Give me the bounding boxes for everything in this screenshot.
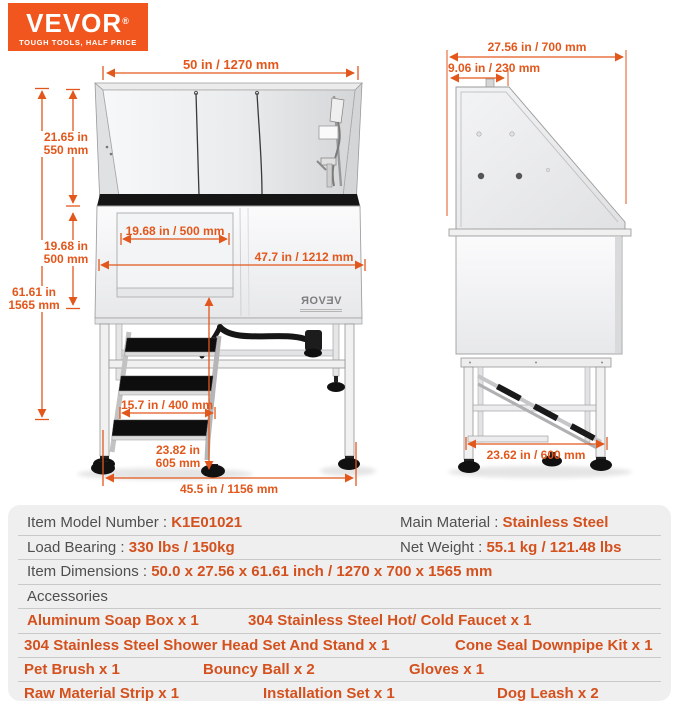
dim-tub-depth-in: 19.68 in (43, 239, 89, 253)
brand-name: VEVOR (26, 7, 123, 38)
dim-total-height-in: 61.61 in (11, 285, 57, 299)
spec-value: 55.1 kg / 121.48 lbs (486, 539, 622, 556)
accessory-item: Bouncy Ball x 2 (203, 660, 315, 678)
spec-label: Load Bearing : (27, 539, 129, 556)
accessories-header: Accessories (27, 587, 108, 605)
spec-value: 330 lbs / 150kg (128, 539, 235, 556)
vevor-logo-wordmark (26, 8, 130, 36)
dim-label-side-base-depth: 23.62 in / 600 mm (486, 448, 586, 462)
accessory-item: Dog Leash x 2 (497, 685, 599, 703)
dim-label-side-depth: 27.56 in / 700 mm (487, 40, 587, 54)
spec-value: K1E01021 (171, 514, 243, 531)
dim-label-splash-height (40, 131, 92, 157)
dim-label-step-width: 15.7 in / 400 mm (120, 398, 214, 412)
dim-step-height-in: 23.82 in (155, 443, 201, 457)
spec-row-accessories-header (18, 585, 661, 609)
dim-label-door-width: 19.68 in / 500 mm (125, 224, 225, 238)
vevor-logo-tagline: TOUGH TOOLS, HALF PRICE (19, 37, 137, 47)
spec-item-model-number (27, 508, 242, 537)
dim-splash-height-mm: 550 mm (43, 143, 89, 157)
spec-main-material (400, 508, 608, 537)
dim-label-side-top-depth: 9.06 in / 230 mm (448, 61, 541, 75)
accessory-item: Raw Material Strip x 1 (24, 685, 180, 703)
registered-mark: ® (122, 15, 130, 26)
accessory-item: Gloves x 1 (409, 660, 485, 678)
spec-item-dimensions (27, 560, 492, 583)
spec-label: Main Material : (400, 514, 503, 531)
dim-step-height-mm: 605 mm (155, 456, 201, 470)
accessory-item: 304 Stainless Steel Hot/ Cold Faucet x 1 (248, 612, 532, 630)
spec-label: Item Model Number : (27, 514, 172, 531)
dim-label-base-width: 45.5 in / 1156 mm (179, 482, 279, 496)
accessory-item: Installation Set x 1 (263, 685, 395, 703)
tub-logo-smallprint-line (300, 309, 342, 310)
accessory-item: Pet Brush x 1 (24, 660, 120, 678)
dim-label-total-height (4, 286, 64, 312)
tub-printed-logo (296, 295, 346, 312)
accessory-item: Aluminum Soap Box x 1 (27, 612, 199, 630)
spec-label: Net Weight : (400, 539, 487, 556)
side-view-drawing (449, 79, 631, 473)
accessories-row-2 (18, 634, 661, 658)
dim-tub-depth-mm: 500 mm (43, 252, 89, 266)
spec-row-model-material (18, 508, 661, 536)
accessories-row-1 (18, 609, 661, 633)
spec-table (8, 505, 671, 701)
dim-label-tub-depth (40, 240, 92, 266)
tub-logo-text: VEVOR (300, 295, 342, 307)
accessories-row-3 (18, 658, 661, 682)
spec-row-dimensions (18, 560, 661, 584)
spec-value: Stainless Steel (502, 514, 609, 531)
spec-load-bearing (27, 536, 235, 559)
dim-label-top-width: 50 in / 1270 mm (182, 57, 280, 72)
dim-splash-height-in: 21.65 in (43, 130, 89, 144)
dim-label-step-height (152, 444, 204, 470)
tub-logo-smallprint-line (300, 311, 342, 312)
spec-value: 50.0 x 27.56 x 61.61 inch / 1270 x 700 x 1565 mm (151, 563, 493, 581)
dim-label-inner-width: 47.7 in / 1212 mm (254, 250, 354, 264)
accessories-row-4 (18, 682, 661, 705)
spec-net-weight (400, 536, 622, 559)
spec-label: Item Dimensions : (27, 563, 152, 581)
vevor-logo (8, 3, 148, 51)
dim-total-height-mm: 1565 mm (8, 298, 60, 312)
spec-row-load-weight (18, 536, 661, 560)
accessory-item: Cone Seal Downpipe Kit x 1 (455, 636, 653, 654)
front-view-drawing (91, 83, 362, 478)
accessory-item: 304 Stainless Steel Shower Head Set And Stand x 1 (24, 636, 390, 654)
